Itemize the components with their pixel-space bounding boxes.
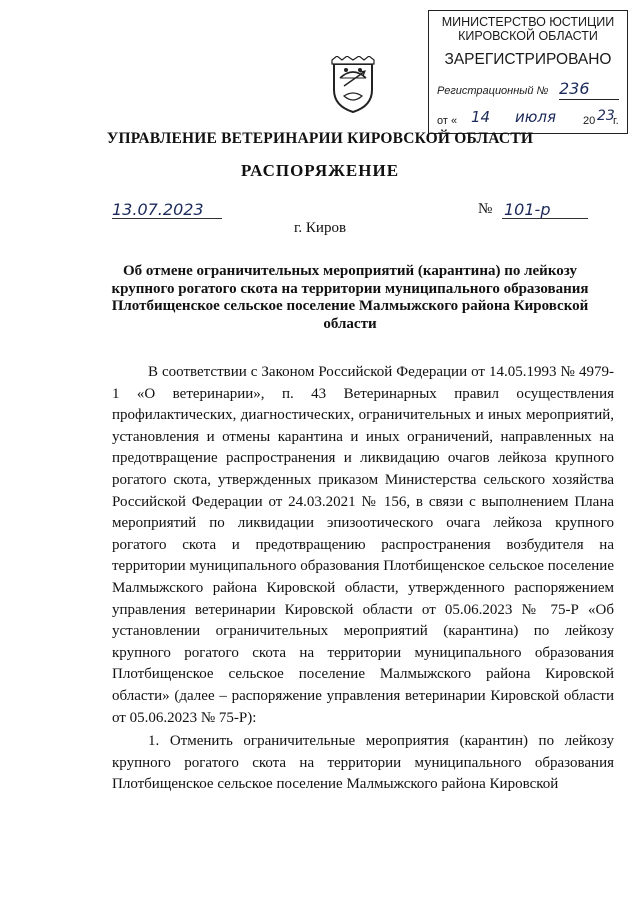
registration-stamp [428, 10, 628, 134]
number-sign: № [478, 201, 493, 217]
stamp-date-line [437, 115, 457, 127]
stamp-date-day: 14 [471, 108, 491, 126]
document-date-field [112, 200, 222, 222]
agency-name: УПРАВЛЕНИЕ ВЕТЕРИНАРИИ КИРОВСКОЙ ОБЛАСТИ [106, 130, 534, 147]
stamp-region-line: КИРОВСКОЙ ОБЛАСТИ [458, 29, 598, 43]
body-paragraph-1: В соответствии с Законом Российской Федерации от 14.05.1993 № 4979-1 «О ветеринарии», п. 43 Ветеринарных правил осуществления профилактических, диагностических, ограничительных и иных мероприятий, установления и отмены карантина и иных ограничений, направленных на предотвращение распространения и ликвидацию очагов лейкоза крупного рогатого скота, утвержденных приказом Министерства сельского хозяйства Российской Федерации от 24.03.2021 № 156, в связи с выполнением Плана мероприятий по ликвидации эпизоотического очага лейкоза крупного рогатого скота и предотвращению распространения возбудителя на территории муниципального образования Плотбищенское сельское поселение Малмыжского района Кировской области, утвержденного распоряжением управления ветеринарии Кировской области от 05.06.2023 № 75-Р «Об установлении ограничительных мероприятий (карантина) по лейкозу крупного рогатого скота на территории муниципального образования Плотбищенское сельское поселение Малмыжского района Кировской области» (далее – распоряжение управления ветеринарии Кировской области от 05.06.2023 № 75-Р): [112, 364, 614, 726]
date-underline [112, 218, 222, 219]
stamp-status: ЗАРЕГИСТРИРОВАНО [444, 51, 612, 68]
document-title: Об отмене ограничительных мероприятий (карантина) по лейкозу крупного рогатого скота на территории муниципального образования Плотбищенское сельское поселение Малмыжского района Кировской области [111, 263, 589, 332]
stamp-date-month: июля [515, 108, 556, 126]
stamp-year-suffix: 23 [597, 108, 615, 124]
body-paragraph-2: 1. Отменить ограничительные мероприятия (карантин) по лейкозу крупного рогатого скота на территории муниципального образования Плотбищенское сельское поселение Малмыжского района Кировской [112, 733, 614, 793]
document-type: РАСПОРЯЖЕНИЕ [240, 161, 400, 180]
number-underline [502, 218, 588, 219]
stamp-date-suffix: г. [613, 115, 619, 127]
document-body [112, 362, 614, 796]
document-number-field [478, 200, 588, 222]
stamp-ministry-line: МИНИСТЕРСТВО ЮСТИЦИИ [441, 15, 615, 29]
document-date: 13.07.2023 [112, 200, 204, 219]
kirov-coat-of-arms-icon [330, 56, 376, 114]
stamp-reg-number: 236 [559, 79, 590, 98]
stamp-year-prefix: 20 [583, 115, 596, 127]
stamp-date-prefix: от « [437, 115, 458, 127]
city: г. Киров [293, 220, 347, 236]
document-number: 101-р [504, 200, 551, 219]
stamp-reg-label: Регистрационный № [437, 85, 549, 97]
stamp-reg-underline [559, 99, 619, 100]
